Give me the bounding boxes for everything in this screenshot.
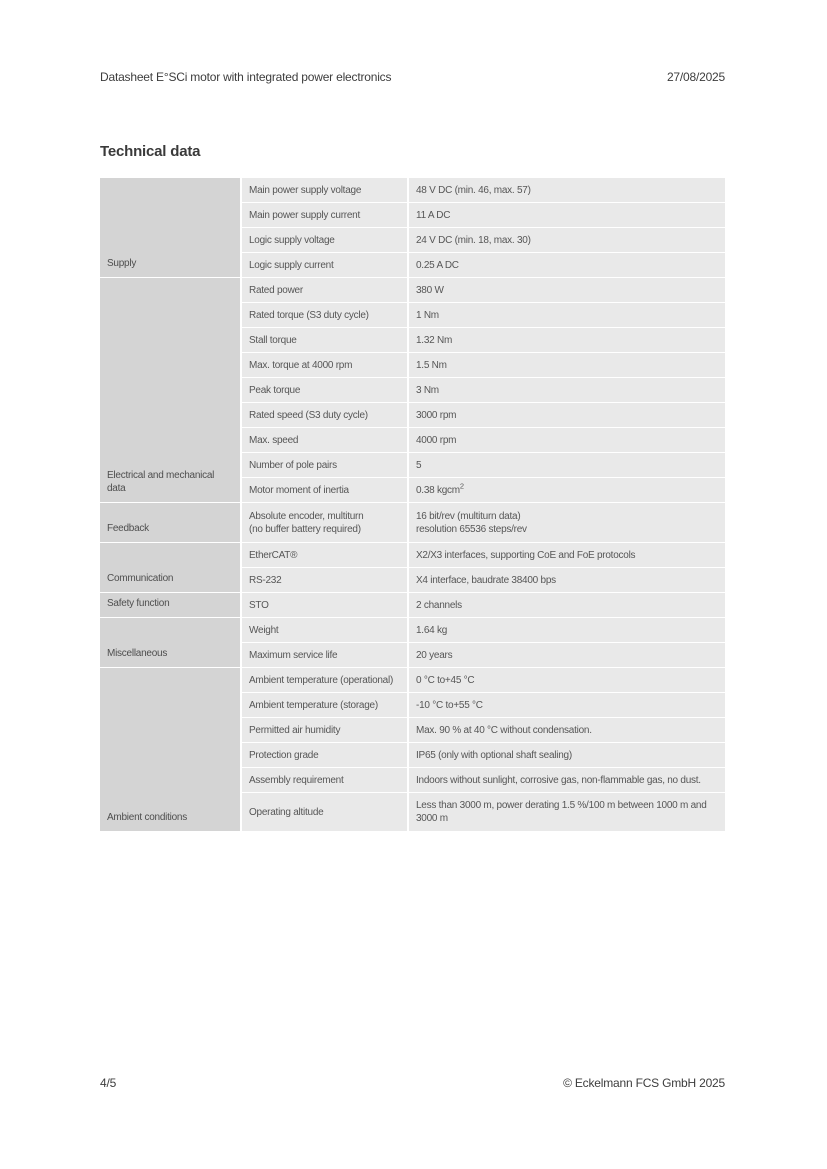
value-cell: 24 V DC (min. 18, max. 30) <box>409 228 725 252</box>
table-group <box>100 618 725 667</box>
param-cell: Main power supply current <box>242 203 407 227</box>
value-cell: X2/X3 interfaces, supporting CoE and FoE protocols <box>409 543 725 567</box>
param-cell: Main power supply voltage <box>242 178 407 202</box>
param-cell: EtherCAT® <box>242 543 407 567</box>
table-group <box>100 668 725 831</box>
param-cell <box>242 503 407 542</box>
table-group <box>100 178 725 277</box>
category-cell: Communication <box>100 543 240 592</box>
param-cell: Ambient temperature (operational) <box>242 668 407 692</box>
param-cell: Logic supply current <box>242 253 407 277</box>
table-group <box>100 278 725 502</box>
value-cell: 1.32 Nm <box>409 328 725 352</box>
value-cell: 0 °C to+45 °C <box>409 668 725 692</box>
param-cell: Max. torque at 4000 rpm <box>242 353 407 377</box>
value-text: 0.38 kgcm <box>416 484 460 496</box>
value-cell: 11 A DC <box>409 203 725 227</box>
param-cell: Operating altitude <box>242 793 407 831</box>
param-cell: Rated power <box>242 278 407 302</box>
section-title: Technical data <box>100 143 201 160</box>
value-line: 16 bit/rev (multiturn data) <box>416 510 521 522</box>
param-cell: Number of pole pairs <box>242 453 407 477</box>
value-cell: 3000 rpm <box>409 403 725 427</box>
param-cell: Permitted air humidity <box>242 718 407 742</box>
category-cell: Feedback <box>100 503 240 542</box>
param-line: (no buffer battery required) <box>249 523 361 535</box>
table-group <box>100 503 725 542</box>
value-cell: 4000 rpm <box>409 428 725 452</box>
value-superscript: 2 <box>459 481 464 491</box>
page-number: 4/5 <box>100 1076 117 1090</box>
value-cell: Max. 90 % at 40 °C without condensation. <box>409 718 725 742</box>
value-cell: 1.5 Nm <box>409 353 725 377</box>
value-cell: 3 Nm <box>409 378 725 402</box>
category-cell: Supply <box>100 178 240 277</box>
value-line: resolution 65536 steps/rev <box>416 523 527 535</box>
param-cell: RS-232 <box>242 568 407 592</box>
value-line <box>416 481 717 497</box>
value-cell: 380 W <box>409 278 725 302</box>
value-cell <box>409 503 725 542</box>
technical-data-table <box>100 178 725 832</box>
table-group <box>100 543 725 592</box>
value-cell: 48 V DC (min. 46, max. 57) <box>409 178 725 202</box>
param-cell: Stall torque <box>242 328 407 352</box>
value-cell: Indoors without sunlight, corrosive gas, non-flammable gas, no dust. <box>409 768 725 792</box>
category-cell: Safety function <box>100 593 240 617</box>
param-cell: STO <box>242 593 407 617</box>
param-cell: Weight <box>242 618 407 642</box>
param-cell: Logic supply voltage <box>242 228 407 252</box>
value-cell <box>409 478 725 502</box>
category-cell: Ambient conditions <box>100 668 240 831</box>
param-cell: Maximum service life <box>242 643 407 667</box>
param-cell: Rated torque (S3 duty cycle) <box>242 303 407 327</box>
param-cell: Peak torque <box>242 378 407 402</box>
value-cell: 1.64 kg <box>409 618 725 642</box>
category-cell: Miscellaneous <box>100 618 240 667</box>
value-cell: -10 °C to+55 °C <box>409 693 725 717</box>
value-cell: IP65 (only with optional shaft sealing) <box>409 743 725 767</box>
value-cell: X4 interface, baudrate 38400 bps <box>409 568 725 592</box>
copyright: © Eckelmann FCS GmbH 2025 <box>563 1076 725 1090</box>
param-cell: Motor moment of inertia <box>242 478 407 502</box>
param-line: Absolute encoder, multiturn <box>249 510 364 522</box>
value-cell: 20 years <box>409 643 725 667</box>
header-date: 27/08/2025 <box>666 70 725 84</box>
table-group <box>100 593 725 617</box>
value-cell: 1 Nm <box>409 303 725 327</box>
value-cell: Less than 3000 m, power derating 1.5 %/100 m between 1000 m and 3000 m <box>409 793 725 831</box>
param-cell: Rated speed (S3 duty cycle) <box>242 403 407 427</box>
value-cell: 5 <box>409 453 725 477</box>
category-cell: Electrical and mechanical data <box>100 278 240 502</box>
value-cell: 2 channels <box>409 593 725 617</box>
value-cell: 0.25 A DC <box>409 253 725 277</box>
param-cell: Max. speed <box>242 428 407 452</box>
page-footer <box>100 1076 725 1090</box>
document-title: Datasheet E°SCi motor with integrated power electronics <box>100 70 392 84</box>
param-cell: Protection grade <box>242 743 407 767</box>
param-cell: Ambient temperature (storage) <box>242 693 407 717</box>
param-cell: Assembly requirement <box>242 768 407 792</box>
page-header <box>100 70 725 84</box>
